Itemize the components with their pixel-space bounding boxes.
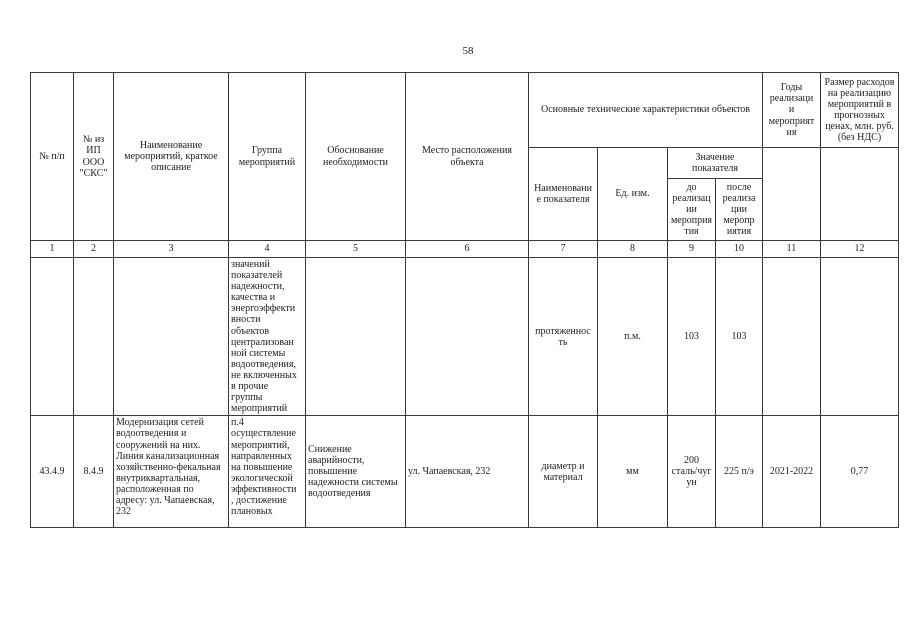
column-number: 12 [821, 241, 899, 258]
column-number: 1 [31, 241, 74, 258]
measure-group-cell: значений показателей надежности, качества и энергоэффекти вности объектов централизован ной системы водоотведения, не включенных в прочие группы мероприятий [229, 258, 306, 416]
empty-cell [763, 148, 821, 241]
years-cell: 2021-2022 [763, 416, 821, 528]
header-technical-characteristics: Основные технические характеристики объектов [529, 73, 763, 148]
column-number: 5 [306, 241, 406, 258]
column-number: 10 [716, 241, 763, 258]
header-cost: Размер расходов на реализацию мероприятий в прогнозных ценах, млн. руб. (без НДС) [821, 73, 899, 148]
header-indicator-name: Наименовани е показателя [529, 148, 598, 241]
empty-cell [31, 258, 74, 416]
empty-cell [821, 258, 899, 416]
header-years: Годы реализаци и мероприят ия [763, 73, 821, 148]
header-unit: Ед. изм. [598, 148, 668, 241]
value-before-cell: 200 сталь/чуг ун [668, 416, 716, 528]
empty-cell [763, 258, 821, 416]
unit-cell: мм [598, 416, 668, 528]
header-ip-number: № из ИП ООО "СКС" [74, 73, 114, 241]
measures-table [30, 72, 899, 528]
column-number: 9 [668, 241, 716, 258]
column-number: 11 [763, 241, 821, 258]
column-number: 6 [406, 241, 529, 258]
column-number: 2 [74, 241, 114, 258]
justification-cell: Снижение аварийности, повышение надежности системы водоотведения [306, 416, 406, 528]
indicator-name-cell: протяженнос ть [529, 258, 598, 416]
empty-cell [74, 258, 114, 416]
empty-cell [114, 258, 229, 416]
value-after-cell: 103 [716, 258, 763, 416]
table-row [31, 416, 899, 528]
header-value-after: после реализа ции меропр иятия [716, 179, 763, 241]
header-row-top [31, 73, 899, 148]
indicator-name-cell: диаметр и материал [529, 416, 598, 528]
header-row-number: № п/п [31, 73, 74, 241]
value-before-cell: 103 [668, 258, 716, 416]
header-location: Место расположения объекта [406, 73, 529, 241]
location-cell: ул. Чапаевская, 232 [406, 416, 529, 528]
value-after-cell: 225 п/э [716, 416, 763, 528]
empty-cell [306, 258, 406, 416]
header-measure-group: Группа мероприятий [229, 73, 306, 241]
column-number: 8 [598, 241, 668, 258]
column-number: 7 [529, 241, 598, 258]
unit-cell: п.м. [598, 258, 668, 416]
column-number-row [31, 241, 899, 258]
cost-cell: 0,77 [821, 416, 899, 528]
header-value-before: до реализац ии мероприя тия [668, 179, 716, 241]
measure-name-cell: Модернизация сетей водоотведения и сооружений на них. Линия канализационная хозяйственно-фекальная внутриквартальная, расположенная по адресу: ул. Чапаевская, 232 [114, 416, 229, 528]
row-number-cell: 43.4.9 [31, 416, 74, 528]
header-justification: Обоснование необходимости [306, 73, 406, 241]
column-number: 3 [114, 241, 229, 258]
empty-cell [406, 258, 529, 416]
table-row [31, 258, 899, 416]
header-indicator-value: Значение показателя [668, 148, 763, 179]
page-number: 58 [462, 45, 474, 57]
empty-cell [821, 148, 899, 241]
measure-group-cell: п.4 осуществление мероприятий, направленных на повышение экологической эффективности , достижение плановых [229, 416, 306, 528]
ip-number-cell: 8.4.9 [74, 416, 114, 528]
column-number: 4 [229, 241, 306, 258]
header-measure-name: Наименование мероприятий, краткое описание [114, 73, 229, 241]
